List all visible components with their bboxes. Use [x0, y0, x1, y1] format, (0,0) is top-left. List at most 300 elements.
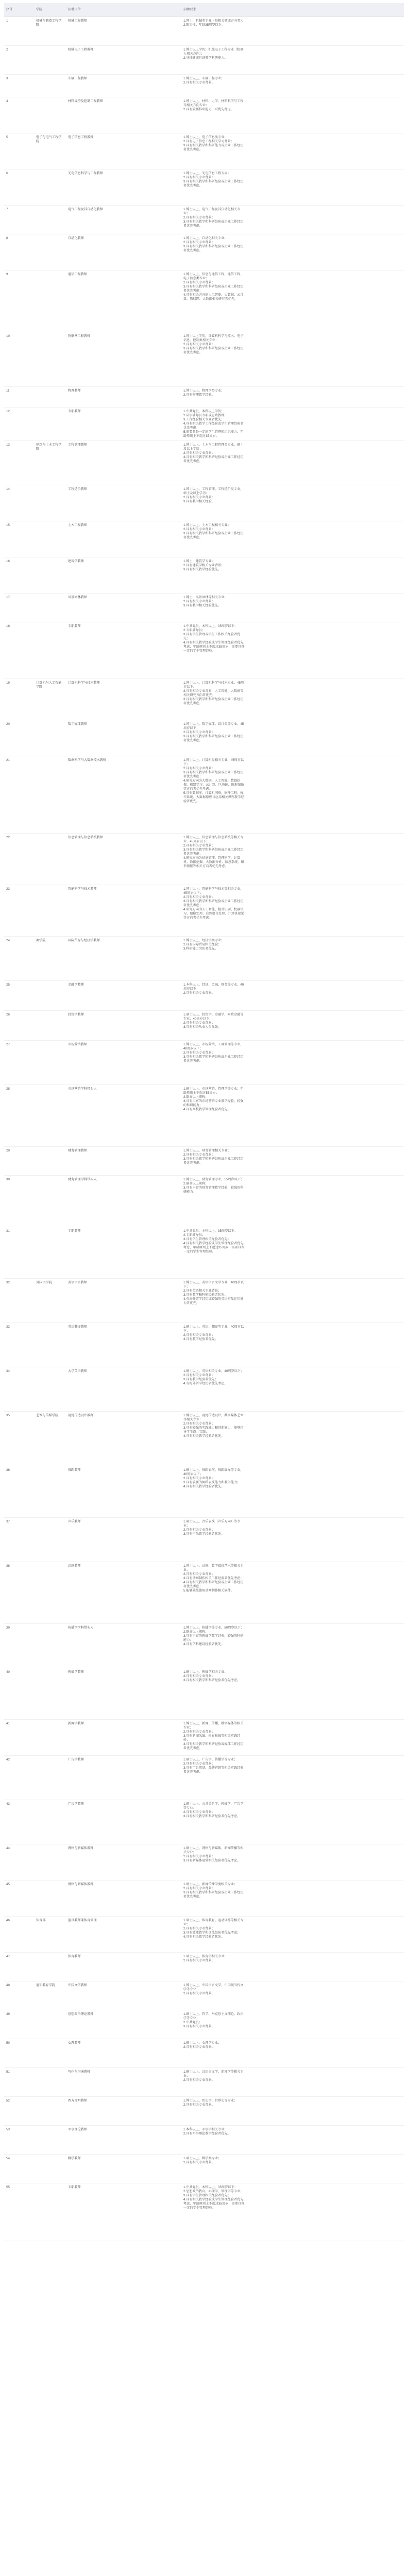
row-post: 机械工程教师	[66, 17, 132, 46]
row-post: 英语语言教师	[66, 1279, 132, 1323]
row-post: 物理教师	[66, 387, 132, 408]
table-row	[4, 1953, 404, 1981]
row-college	[34, 270, 66, 332]
row-seq: 24	[4, 937, 34, 981]
row-requirements: 1.硕士以上，汉语言文学、新闻学等相关专业； 2.具有相关专业背景。	[181, 2068, 247, 2097]
row-tail	[247, 75, 404, 97]
row-seq: 52	[4, 2097, 34, 2126]
row-tail	[247, 834, 404, 885]
row-spacer	[132, 170, 181, 206]
row-post: 金融学教师	[66, 981, 132, 1011]
row-spacer	[132, 1147, 181, 1176]
row-college	[34, 2010, 66, 2039]
row-college: 机械与制造工程学院	[34, 17, 66, 46]
row-seq: 53	[4, 2126, 34, 2155]
row-seq: 10	[4, 332, 34, 387]
row-seq: 39	[4, 1624, 34, 1668]
row-college	[34, 97, 66, 133]
row-seq: 43	[4, 1800, 34, 1844]
row-requirements: 1.博士以上，动画、数字媒体艺术等相关专业； 2.具有相关专业背景； 3.具有动画制作相关工作经验者优先考虑； 4.具有相关教学和科研经验或企业工作经历者优先考虑； 5.能够熟练使用动画制作相关软件。	[181, 1562, 247, 1624]
row-college	[34, 1562, 66, 1624]
row-college	[34, 1367, 66, 1412]
table-row	[4, 937, 404, 981]
row-tail	[247, 1466, 404, 1518]
row-requirements: 1.硕士以上，广告学、传播学等专业； 2.具有相关专业背景； 3.具有广告策划、品牌营销等相关实践经验者优先考虑。	[181, 1756, 247, 1800]
row-college: 商学院	[34, 937, 66, 981]
row-spacer	[132, 557, 181, 594]
table-row	[4, 679, 404, 720]
row-college	[34, 2126, 66, 2155]
table-row	[4, 1720, 404, 1756]
table-row	[4, 720, 404, 756]
row-tail	[247, 981, 404, 1011]
table-row	[4, 557, 404, 594]
row-college	[34, 75, 66, 97]
row-college	[34, 1756, 66, 1800]
row-tail	[247, 1624, 404, 1668]
row-requirements: 1.博士以上，土木与工程管理类专业，硕士及以上学历； 2.具有相关专业背景； 3.具有相关教学和科研经验或企业工作经历者优先考虑。	[181, 441, 247, 485]
row-requirements: 1.博士以上，英语语言文学专业，40周岁以下； 2.具有英语相关专业背景； 3.具有教学和科研经验者优先； 4.有海外留学经历或较强的英语实际运用能力者优先。	[181, 1279, 247, 1323]
row-requirements: 1.博士以上，计算机科学与技术专业，45周岁以下； 2.具有相关专业背景，人工智能、大数据等相关研究方向者优先； 3.具有相关教学和科研经验或企业工作经历者优先考虑。	[181, 679, 247, 720]
row-seq: 34	[4, 1367, 34, 1412]
row-spacer	[132, 206, 181, 234]
row-spacer	[132, 270, 181, 332]
row-post: 写作与沟通教师	[66, 2068, 132, 2097]
row-requirements: 1.硕士以上，体育教育、运动训练等相关专业； 2.具有相关专业背景； 3.具有篮球教学和训练经验者优先考虑； 4.具有相关教学经验者优先。	[181, 1917, 247, 1953]
table-row	[4, 2126, 404, 2155]
row-seq: 35	[4, 1412, 34, 1466]
row-spacer	[132, 2183, 181, 2241]
row-requirements: 1.博士以上，电子信息类专业； 2.具有电子信息工程相关学习背景； 3.具有相关教学和科研能力或企业工作经历者优先考虑。	[181, 133, 247, 170]
row-tail	[247, 2039, 404, 2068]
row-spacer	[132, 2155, 181, 2183]
row-spacer	[132, 1412, 181, 1466]
row-spacer	[132, 2097, 181, 2126]
row-post: 专职教师	[66, 408, 132, 441]
row-seq: 23	[4, 885, 34, 937]
row-requirements: 1.博士以上，材料、力学、材料科学与工程等相关方向专业； 2.具有较强科研能力，可优先考虑。	[181, 97, 247, 133]
row-seq: 11	[4, 387, 34, 408]
row-tail	[247, 1668, 404, 1720]
row-tail	[247, 1412, 404, 1466]
row-post: 投资学教师	[66, 1011, 132, 1041]
row-spacer	[132, 2010, 181, 2039]
row-college	[34, 885, 66, 937]
row-tail	[247, 1800, 404, 1844]
row-requirements: 1.博士以上，智能科学与技术等相关专业，45周岁以下； 2.具有相关专业背景； 3.具有相关教学和科研经验或企业工作经历者优先考虑； 4.研究方向为人工智能、模式识别、机器学习、图像处理、自然语言处理、计算机视觉等方向者优先考虑。	[181, 885, 247, 937]
table-row	[4, 1800, 404, 1844]
row-post: 网络与新媒体教师	[66, 1844, 132, 1880]
row-post: 动画教师	[66, 1562, 132, 1624]
row-seq: 21	[4, 756, 34, 834]
row-seq: 9	[4, 270, 34, 332]
row-spacer	[132, 1279, 181, 1323]
row-tail	[247, 485, 404, 521]
row-seq: 36	[4, 1466, 34, 1518]
row-post: 思想政治理论教师	[66, 2010, 132, 2039]
row-tail	[247, 408, 404, 441]
row-spacer	[132, 885, 181, 937]
row-post: 体育教师	[66, 1953, 132, 1981]
row-post: 智能科学与技术教师	[66, 885, 132, 937]
row-seq: 31	[4, 1227, 34, 1279]
row-requirements: 1.硕士以上，传播学相关专业； 2.具有相关专业背景； 3.具有相关教学和科研经验者优先考虑。	[181, 1668, 247, 1720]
table-row	[4, 1176, 404, 1227]
row-seq: 37	[4, 1518, 34, 1562]
row-requirements: 1.硕士以上，哲学、马克思主义理论、政治学等专业； 2.中共党员； 3.具有相关专业背景。	[181, 2010, 247, 2039]
row-college	[34, 2039, 66, 2068]
row-college	[34, 981, 66, 1011]
row-tail	[247, 234, 404, 270]
row-requirements: 1.博士以上，视觉传达设计、数字媒体艺术等相关专业； 2.具有相关专业背景； 3.具有较强的实践能力和创新能力，能够指导学生设计实践； 4.具有相关教学经验者优先。	[181, 1412, 247, 1466]
row-spacer	[132, 133, 181, 170]
row-college	[34, 1800, 66, 1844]
row-post: 自动化教师	[66, 234, 132, 270]
row-requirements: 1.硕士以上，公共关系学、传播学、广告学等专业； 2.具有相关专业背景； 3.具有相关教学和科研经验者优先考虑。	[181, 1800, 247, 1844]
row-post: 土木工程教师	[66, 521, 132, 557]
row-post: 数字媒体教师	[66, 720, 132, 756]
table-row	[4, 1412, 404, 1466]
row-college	[34, 46, 66, 75]
table-row	[4, 834, 404, 885]
row-post: 电气工程及其自动化教师	[66, 206, 132, 234]
row-post: 广告学教师	[66, 1800, 132, 1844]
row-tail	[247, 1176, 404, 1227]
row-tail	[247, 1041, 404, 1085]
row-college	[34, 1720, 66, 1756]
row-post: 电子信息工程教师	[66, 133, 132, 170]
table-row	[4, 1367, 404, 1412]
row-tail	[247, 885, 404, 937]
row-tail	[247, 1720, 404, 1756]
row-spacer	[132, 981, 181, 1011]
row-requirements: 1.博士以上，数字媒体、设计类等专业，45周岁以下； 2.具有相关专业背景； 3.具有相关教学和科研经验或企业工作经历者优先考虑。	[181, 720, 247, 756]
row-requirements: 1.硕士以上，音乐表演（声乐方向）等专业； 2.具有相关专业背景； 3.具有声乐教学经验者优先。	[181, 1518, 247, 1562]
row-college	[34, 1518, 66, 1562]
row-seq: 20	[4, 720, 34, 756]
row-tail	[247, 1085, 404, 1147]
row-seq: 1	[4, 17, 34, 46]
row-seq: 46	[4, 1917, 34, 1953]
row-spacer	[132, 485, 181, 521]
row-spacer	[132, 387, 181, 408]
row-college	[34, 557, 66, 594]
header-college: 学院	[34, 3, 66, 17]
row-post: 新闻学教师	[66, 1720, 132, 1756]
row-spacer	[132, 622, 181, 679]
row-tail	[247, 521, 404, 557]
row-post: 市场营销教师	[66, 1041, 132, 1085]
row-post: 军事理论教师	[66, 2126, 132, 2155]
row-tail	[247, 1323, 404, 1367]
row-seq: 19	[4, 679, 34, 720]
table-row	[4, 170, 404, 206]
row-spacer	[132, 937, 181, 981]
row-tail	[247, 332, 404, 387]
row-college: 计算机与人工智能学院	[34, 679, 66, 720]
header-spacer	[132, 3, 181, 17]
row-seq: 49	[4, 2010, 34, 2039]
row-requirements: 1.博士，机械类专业（限相关领域方向者）； 2.限男性；年龄35周岁以下。	[181, 17, 247, 46]
row-requirements: 1.博士以上，传播学等专业，50周岁以下； 2.副高以上职称； 3.具有丰富的传播学教学经验，较强的科研能力； 4.具有学科建设经验者优先。	[181, 1624, 247, 1668]
row-college	[34, 408, 66, 441]
table-row	[4, 75, 404, 97]
row-college	[34, 1176, 66, 1227]
header-tail	[247, 3, 404, 17]
row-tail	[247, 1981, 404, 2010]
row-college	[34, 387, 66, 408]
row-tail	[247, 46, 404, 75]
row-spacer	[132, 521, 181, 557]
row-post: 物联网工程教师	[66, 332, 132, 387]
row-seq: 14	[4, 485, 34, 521]
row-spacer	[132, 1668, 181, 1720]
row-college	[34, 1668, 66, 1720]
row-college	[34, 1466, 66, 1518]
table-header-row	[4, 3, 404, 17]
row-tail	[247, 1917, 404, 1953]
row-seq: 3	[4, 75, 34, 97]
row-college	[34, 1844, 66, 1880]
row-college	[34, 1085, 66, 1147]
row-seq: 12	[4, 408, 34, 441]
row-tail	[247, 2068, 404, 2097]
row-spacer	[132, 46, 181, 75]
row-post: 专职教师	[66, 622, 132, 679]
table-row	[4, 1668, 404, 1720]
row-spacer	[132, 332, 181, 387]
row-seq: 55	[4, 2183, 34, 2241]
row-seq: 7	[4, 206, 34, 234]
row-spacer	[132, 441, 181, 485]
row-requirements: 1.硕士以上，英语、翻译等专业，40周岁以下； 2.具有相关专业背景； 3.具有教学经验者优先。	[181, 1323, 247, 1367]
row-seq: 30	[4, 1176, 34, 1227]
row-college	[34, 170, 66, 206]
row-post: 计算机科学与技术教师	[66, 679, 132, 720]
table-row	[4, 206, 404, 234]
table-row	[4, 2155, 404, 2183]
table-row	[4, 1756, 404, 1800]
recruitment-table	[4, 3, 404, 2241]
row-seq: 47	[4, 1953, 34, 1981]
row-requirements: 1.博士以上，光电信息工程方向； 2.具有相关专业背景； 3.具有相关教学和科研经验或企业工作经历者优先考虑。	[181, 170, 247, 206]
row-tail	[247, 1844, 404, 1880]
table-row	[4, 885, 404, 937]
row-seq: 27	[4, 1041, 34, 1085]
row-spacer	[132, 1917, 181, 1953]
row-post: 大学英语教师	[66, 1367, 132, 1412]
row-tail	[247, 387, 404, 408]
row-post: 网络与新媒体教师	[66, 1880, 132, 1917]
row-seq: 22	[4, 834, 34, 885]
row-requirements: 1.硕士以上，数学类专业； 2.具有相关专业背景。	[181, 2155, 247, 2183]
row-college	[34, 622, 66, 679]
row-post: 建筑学教师	[66, 557, 132, 594]
header-post: 招聘岗位	[66, 3, 132, 17]
row-requirements: 1.博士以上，计算机类相关专业，45周岁以下； 2.具有相关专业背景； 3.具有相关教学和科研经验或企业工作经历者优先考虑； 4.研究方向为大数据、人工智能、数据挖掘、机器学习、云计算、区块链、图形图像等方向者优先考虑； 5.具有数据库、计算机网络、软件工程、操作系统、大数据原理与应用相关课程教学经验者优先。	[181, 756, 247, 834]
row-post: 财务管理学科带头人	[66, 1176, 132, 1227]
row-spacer	[132, 1562, 181, 1624]
row-requirements: 1.博士以上，物理学类专业； 2.具有物理教学经验。	[181, 387, 247, 408]
row-college	[34, 485, 66, 521]
row-tail	[247, 2097, 404, 2126]
row-requirements: 1.博士以上，电气工程及其自动化相关专业； 2.具有相关专业背景； 3.具有相关教学和科研经验或企业工作经历者优先考虑。	[181, 206, 247, 234]
row-spacer	[132, 1323, 181, 1367]
row-tail	[247, 270, 404, 332]
row-requirements: 1.博士以上，财务管理相关专业； 2.具有相关专业背景； 3.具有相关教学和科研经验或企业工作经历者优先考虑。	[181, 1147, 247, 1176]
row-seq: 29	[4, 1147, 34, 1176]
row-requirements: 1.中共党员，本科以上，35周岁以下； 2.思想政治教育、心理学、管理学等专业； 3.具有学生管理相关经验者优先； 4.具有相关教学经验或学生管理经验者优先考虑，年龄原则上不超过35周岁，需要具备一定的学生管理经验。	[181, 2183, 247, 2241]
row-spacer	[132, 408, 181, 441]
row-seq: 13	[4, 441, 34, 485]
row-tail	[247, 1880, 404, 1917]
header-req: 招聘要求	[181, 3, 247, 17]
row-requirements: 1.博士以上，历史学、世界史等专业； 2.具有相关专业背景。	[181, 2097, 247, 2126]
row-tail	[247, 1756, 404, 1800]
row-college	[34, 2097, 66, 2126]
row-tail	[247, 756, 404, 834]
table-row	[4, 1466, 404, 1518]
row-tail	[247, 2126, 404, 2155]
row-seq: 51	[4, 2068, 34, 2097]
row-seq: 42	[4, 1756, 34, 1800]
table-row	[4, 2068, 404, 2097]
row-post: 工程管理教师	[66, 441, 132, 485]
row-requirements: 1.中共党员，本科以上，35周岁以下； 2.专职辅导员； 3.具有学生管理相关经验者优先； 4.具有相关教学经验或学生管理经验者优先考虑，年龄原则上不超过35周岁，需要具备一定的学生管理经验。	[181, 1227, 247, 1279]
table-row	[4, 234, 404, 270]
table-row	[4, 1844, 404, 1880]
row-seq: 45	[4, 1880, 34, 1917]
row-requirements: 1.硕士以上，市场营销、管理学等专业；年龄原则上不超过55周岁； 2.副高以上职称； 3.具有丰富的市场营销专业教学经验，较强的科研能力； 4.具有高校教学管理经验者优先。	[181, 1085, 247, 1147]
row-requirements: 1.硕士以上，体育学相关专业； 2.具有相关专业背景。	[181, 1953, 247, 1981]
row-tail	[247, 2010, 404, 2039]
row-spacer	[132, 2126, 181, 2155]
table-row	[4, 408, 404, 441]
row-requirements: 1.博士，建筑学专业； 2.具有建筑学相关专业背景； 3.具有相关教学经验优先。	[181, 557, 247, 594]
table-row	[4, 1624, 404, 1668]
row-college	[34, 720, 66, 756]
table-row	[4, 1323, 404, 1367]
row-spacer	[132, 1720, 181, 1756]
row-requirements: 1.硕士以上，舞蹈表演、舞蹈编导等专业，40周岁以下； 2.具有相关专业背景； 3.具有较强的舞蹈表演能力和教学能力； 4.具有相关教学经验者优先。	[181, 1466, 247, 1518]
row-college	[34, 2155, 66, 2183]
row-tail	[247, 2183, 404, 2241]
row-spacer	[132, 1624, 181, 1668]
table-row	[4, 270, 404, 332]
row-spacer	[132, 1844, 181, 1880]
table-row	[4, 1227, 404, 1279]
table-row	[4, 594, 404, 622]
row-post: 视觉传达设计教师	[66, 1412, 132, 1466]
table-row	[4, 332, 404, 387]
row-requirements: 1.博士以上，信息管理与信息系统等相关专业，45周岁以下； 2.具有相关专业背景； 3.具有相关教学和科研经验或企业工作经历者优先考虑； 4.研究方向为信息管理、管理科学、计算机、数据挖掘、大数据分析、信息系统、图书情报等相关方向者优先考虑。	[181, 834, 247, 885]
row-tail	[247, 97, 404, 133]
row-post: 信息管理与信息系统教师	[66, 834, 132, 885]
row-requirements: 1.博士以上，信息与通信工程、通信工程、电子信息类专业； 2.具有相关专业背景； 3.具有相关教学和科研经验或企业工作经历者优先考虑； 4.具有相关方向的人工智能、大数据、云计算、物联网、大数据相关研究者优先。	[181, 270, 247, 332]
table-row	[4, 387, 404, 408]
row-spacer	[132, 2039, 181, 2068]
row-requirements: 1.博士以上，经济学类专业； 2.具有国际贸易相关经验； 3.科研能力突出者优先。	[181, 937, 247, 981]
row-college	[34, 594, 66, 622]
row-spacer	[132, 1176, 181, 1227]
table-body	[4, 17, 404, 2241]
row-requirements: 1.博士以上，中国语言文学、中国现当代文学等专业； 2.具有相关专业背景。	[181, 1981, 247, 2010]
table-row	[4, 2010, 404, 2039]
row-post: 心理教师	[66, 2039, 132, 2068]
row-requirements: 1.博士以上，工程管理、工程造价类专业，硕士及以上学历； 2.具有相关专业背景； 3.具有教学相关经验。	[181, 485, 247, 521]
row-seq: 50	[4, 2039, 34, 2068]
row-post: 专职教师	[66, 1227, 132, 1279]
row-post: 财务管理教师	[66, 1147, 132, 1176]
row-seq: 5	[4, 133, 34, 170]
row-spacer	[132, 1466, 181, 1518]
table-row	[4, 17, 404, 46]
table-row	[4, 622, 404, 679]
row-college: 艺术与传媒学院	[34, 1412, 66, 1466]
row-college	[34, 2183, 66, 2241]
row-requirements: 1.硕士以上，网络与新媒体、新闻传播等相关专业； 2.具有相关专业背景； 3.具有新媒体运营相关经验者优先考虑。	[181, 1844, 247, 1880]
row-requirements: 1.博士以上，市场营销、工商管理等专业，40周岁以下； 2.具有相关专业背景； 3.具有相关教学和科研经验或企业工作经历者优先考虑。	[181, 1041, 247, 1085]
row-spacer	[132, 1880, 181, 1917]
row-tail	[247, 1147, 404, 1176]
row-tail	[247, 720, 404, 756]
row-college	[34, 332, 66, 387]
row-seq: 54	[4, 2155, 34, 2183]
row-requirements: 1.硕士以上，心理学专业； 2.具有相关专业背景。	[181, 2039, 247, 2068]
table-row	[4, 46, 404, 75]
row-college: 建筑与土木工程学院	[34, 441, 66, 485]
row-college: 外国语学院	[34, 1279, 66, 1323]
row-tail	[247, 594, 404, 622]
row-spacer	[132, 756, 181, 834]
table-row	[4, 441, 404, 485]
row-seq: 15	[4, 521, 34, 557]
row-post: 工程造价教师	[66, 485, 132, 521]
row-seq: 40	[4, 1668, 34, 1720]
table-row	[4, 2183, 404, 2241]
row-spacer	[132, 1367, 181, 1412]
row-college	[34, 1147, 66, 1176]
header-seq: 序号	[4, 3, 34, 17]
row-post: 专职教师	[66, 2183, 132, 2241]
row-college	[34, 521, 66, 557]
row-tail	[247, 557, 404, 594]
row-college: 通识教育学院	[34, 1981, 66, 2010]
table-row	[4, 1518, 404, 1562]
row-seq: 38	[4, 1562, 34, 1624]
row-college	[34, 1880, 66, 1917]
row-seq: 4	[4, 97, 34, 133]
row-tail	[247, 170, 404, 206]
row-seq: 25	[4, 981, 34, 1011]
row-post: 国际贸易与经济学教师	[66, 937, 132, 981]
row-college	[34, 1953, 66, 1981]
row-requirements: 1.博士以上，新闻、传播、数字媒体等相关专业； 2.具有相关专业背景； 3.具有新闻采编、摄影摄像等相关实践经验； 4.具有相关教学和科研经验或媒体工作经历者优先考虑。	[181, 1720, 247, 1756]
row-seq: 17	[4, 594, 34, 622]
row-tail	[247, 1367, 404, 1412]
table-row	[4, 1085, 404, 1147]
row-spacer	[132, 1011, 181, 1041]
row-seq: 28	[4, 1085, 34, 1147]
row-college	[34, 2068, 66, 2097]
row-post: 车辆工程教师	[66, 75, 132, 97]
row-post: 光电信息科学与工程教师	[66, 170, 132, 206]
row-college	[34, 1041, 66, 1085]
row-spacer	[132, 834, 181, 885]
row-spacer	[132, 720, 181, 756]
row-tail	[247, 1953, 404, 1981]
row-post: 传播学教师	[66, 1668, 132, 1720]
